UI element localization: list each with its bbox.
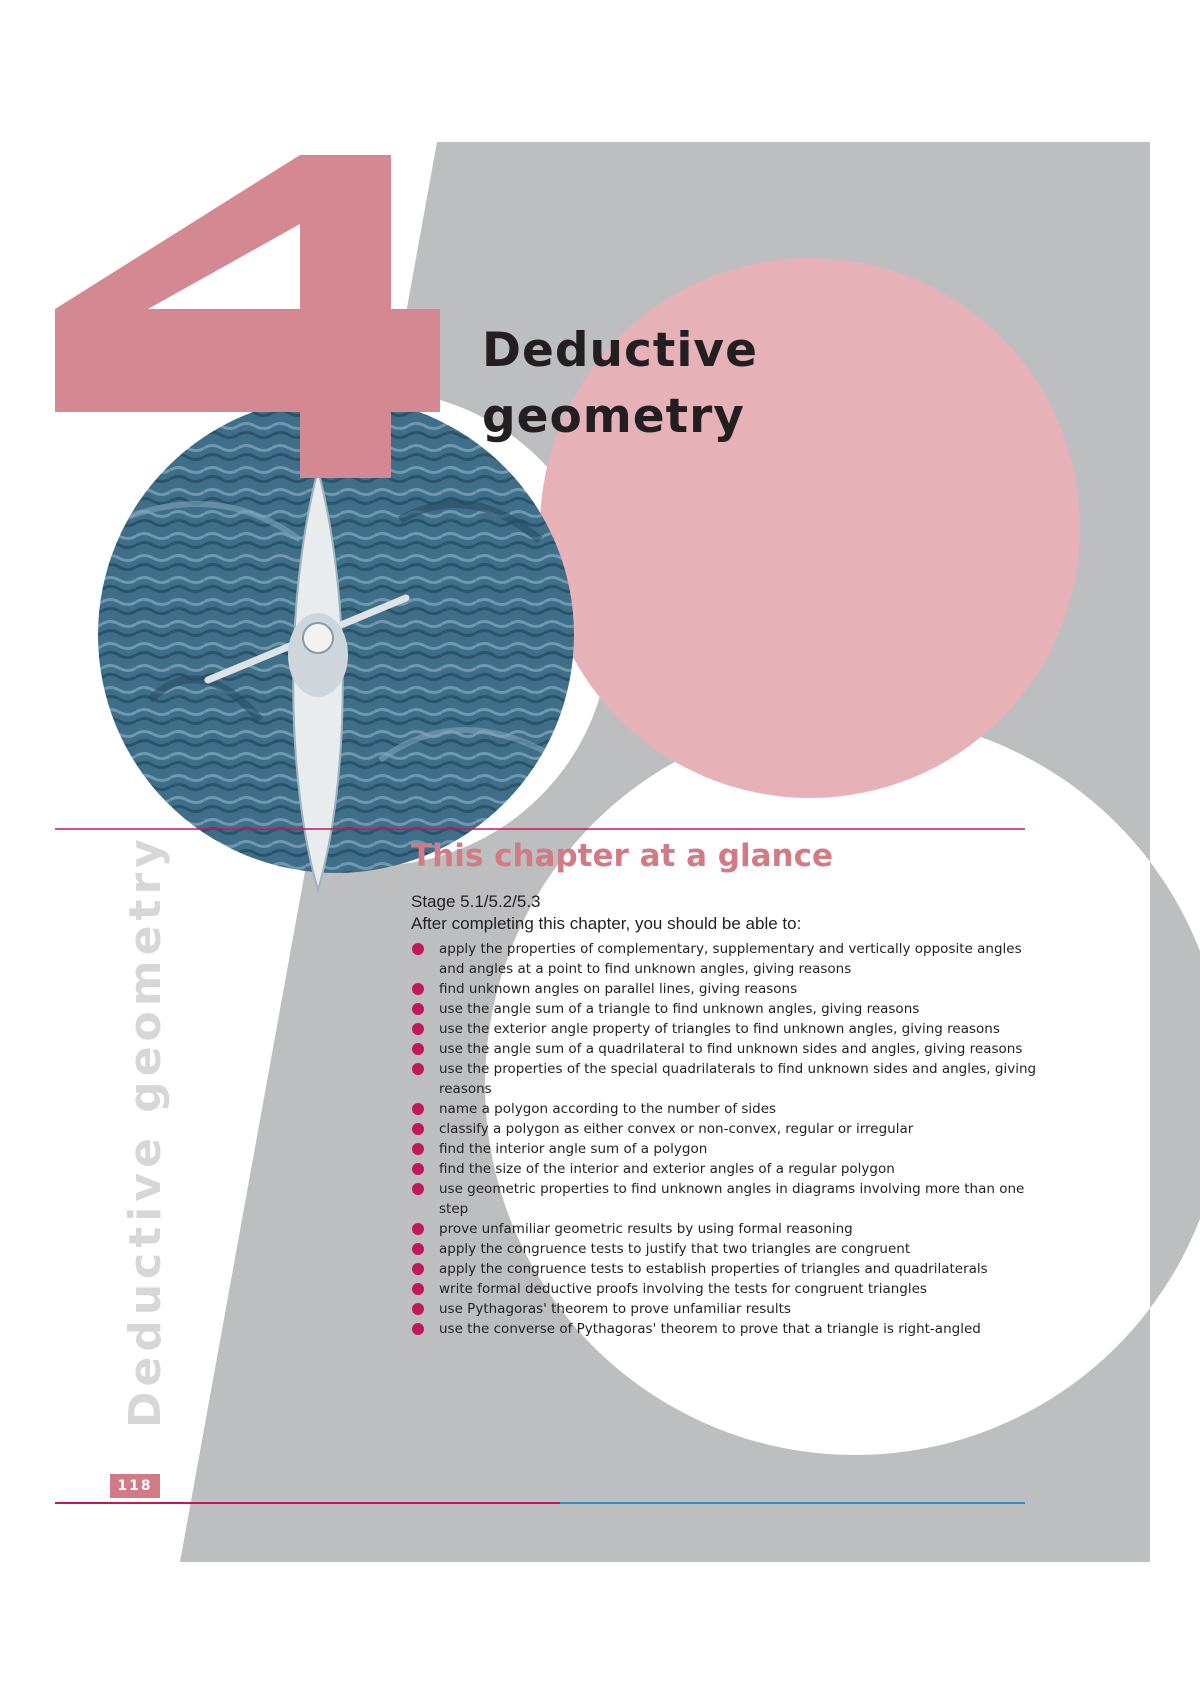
- page-number: 118: [110, 1474, 160, 1498]
- objective-item: apply the properties of complementary, supplementary and vertically opposite angles and angles at a point to find unknown angles, giving reasons: [411, 939, 1051, 979]
- objective-item: name a polygon according to the number of sides: [411, 1099, 1051, 1119]
- objective-item: use the converse of Pythagoras' theorem to prove that a triangle is right-angled: [411, 1319, 1051, 1339]
- stage-label: Stage 5.1/5.2/5.3: [411, 892, 541, 911]
- objective-item: use the angle sum of a quadrilateral to find unknown sides and angles, giving reasons: [411, 1039, 1051, 1059]
- objective-item: use the angle sum of a triangle to find unknown angles, giving reasons: [411, 999, 1051, 1019]
- objective-item: prove unfamiliar geometric results by using formal reasoning: [411, 1219, 1051, 1239]
- chapter-title-line1: Deductive: [482, 323, 758, 378]
- objective-item: use Pythagoras' theorem to prove unfamiliar results: [411, 1299, 1051, 1319]
- objective-item: use the properties of the special quadrilaterals to find unknown sides and angles, giving reasons: [411, 1059, 1051, 1099]
- intro-text: After completing this chapter, you should be able to:: [411, 914, 802, 933]
- objective-item: classify a polygon as either convex or non-convex, regular or irregular: [411, 1119, 1051, 1139]
- objective-item: apply the congruence tests to justify that two triangles are congruent: [411, 1239, 1051, 1259]
- glance-heading: This chapter at a glance: [411, 838, 834, 874]
- chapter-title: [482, 318, 758, 450]
- chapter-title-line2: geometry: [482, 389, 745, 444]
- objective-item: apply the congruence tests to establish properties of triangles and quadrilaterals: [411, 1259, 1051, 1279]
- objective-item: find unknown angles on parallel lines, giving reasons: [411, 979, 1051, 999]
- objective-item: use geometric properties to find unknown angles in diagrams involving more than one step: [411, 1179, 1051, 1219]
- objectives-list: [411, 939, 1051, 1339]
- objective-item: find the size of the interior and exterior angles of a regular polygon: [411, 1159, 1051, 1179]
- objective-item: write formal deductive proofs involving the tests for congruent triangles: [411, 1279, 1051, 1299]
- objective-item: use the exterior angle property of triangles to find unknown angles, giving reasons: [411, 1019, 1051, 1039]
- side-running-title: Deductive geometry: [120, 834, 171, 1428]
- objective-item: find the interior angle sum of a polygon: [411, 1139, 1051, 1159]
